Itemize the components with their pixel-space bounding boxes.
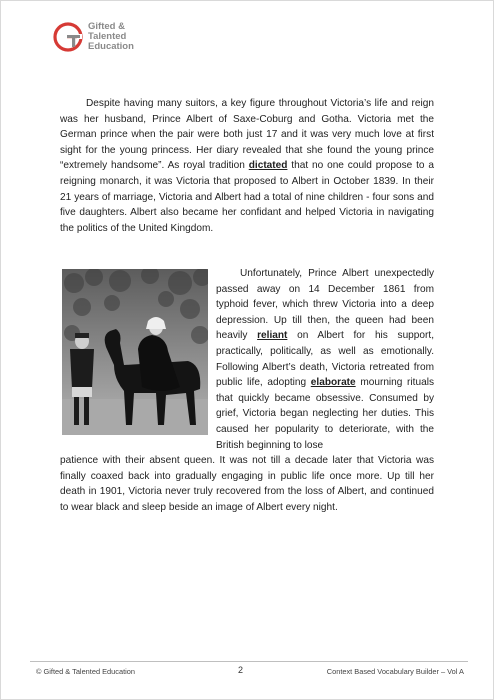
logo <box>52 20 162 60</box>
paragraph-1-text-a: Despite having many suitors, a key figure throughout Victoria’s life and reign was her husband, Prince Albert of Saxe-Coburg and Gotha. Victoria met the German prince when the pair were both just 17 and it was very much love at first sight for the young princess. Her diary revealed that she found the young prince “extremely handsome”. As royal tradition <box>60 98 434 172</box>
footer-title: Context Based Vocabulary Builder – Vol A <box>326 667 464 676</box>
logo-line-2: Talented <box>88 31 127 42</box>
paragraph-2-text-b: on Albert for his support, practically, politically, as well as emotionally. Following Albert’s death, Victoria retreated from public life, adopting <box>216 330 434 389</box>
logo-text <box>88 22 168 52</box>
photo-illustration <box>62 269 208 435</box>
historical-photo <box>62 269 208 435</box>
vocab-keyword-reliant: reliant <box>257 330 288 342</box>
footer-copyright: © Gifted & Talented Education <box>36 667 135 676</box>
paragraph-1-text-b: that no one could propose to a reigning monarch, it was Victoria that proposed to Albert in October 1839. In their 21 years of marriage, Victoria and Albert had a total of nine children - four sons and five daughters. Albert also became her confidant and helped Victoria in navigating the politics of the United Kingdom. <box>60 160 434 234</box>
paragraph-2-continued: patience with their absent queen. It was not till a decade later that Victoria was finally coaxed back into gradually engaging in public life once more. Up till her death in 1901, Victoria never truly recovered from the loss of Albert, and continued to wear black and sleep beside an image of Albert every night. <box>60 455 434 513</box>
logo-line-3: Education <box>88 41 134 52</box>
logo-line-1: Gifted & <box>88 21 125 32</box>
paragraph-2 <box>216 266 434 453</box>
logo-mark-icon <box>52 20 86 54</box>
paragraph-2-text-c: mourning rituals that quickly became obsessive. Consumed by grief, Victoria began neglecting her duties. This caused her popularity to deteriorate, with the British beginning to lose <box>216 377 434 451</box>
paragraph-1 <box>60 96 434 236</box>
footer-divider <box>30 661 468 662</box>
vocab-keyword-elaborate: elaborate <box>310 377 356 389</box>
paragraph-2-text-a: Unfortunately, Prince Albert unexpectedly passed away on 14 December 1861 from typhoid fever, which threw Victoria into a deep depression. Up till then, the queen had been heavily <box>216 268 434 342</box>
page-number: 2 <box>238 665 244 675</box>
vocab-keyword-dictated: dictated <box>248 160 288 172</box>
